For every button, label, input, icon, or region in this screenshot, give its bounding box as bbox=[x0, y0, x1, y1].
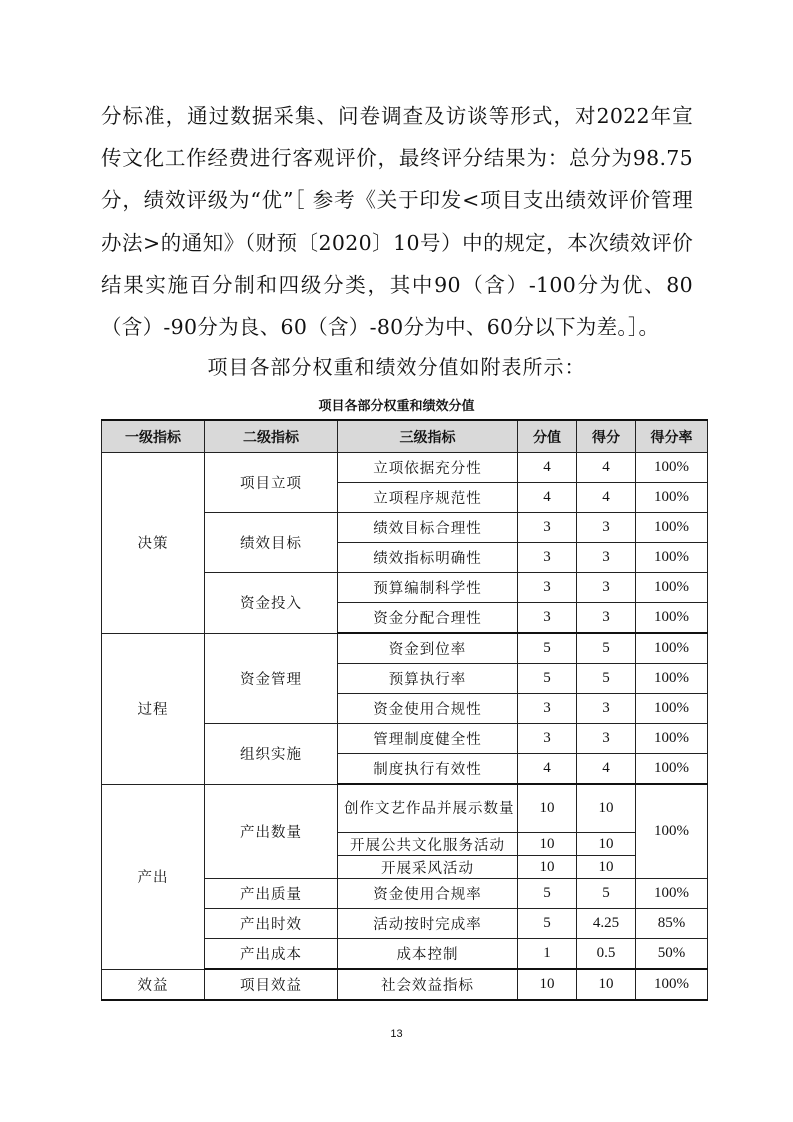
rate-cell: 100% bbox=[636, 969, 708, 1000]
score-cell: 10 bbox=[518, 969, 577, 1000]
level3-cell: 社会效益指标 bbox=[338, 969, 518, 1000]
score-cell: 4 bbox=[518, 453, 577, 483]
level3-cell: 绩效目标合理性 bbox=[338, 513, 518, 543]
body-paragraph: 分标准，通过数据采集、问卷调查及访谈等形式，对2022年宣传文化工作经费进行客观评价，最终评分结果为：总分为98.75分，绩效评级为“优”［ 参考《关于印发<项目支出绩效评价管理办法>的通知》（财预〔2020〕10号）中的规定，本次绩效评价结果实施百分制和四级分类，其中90（含）-100分为优、80（含）-90分为良、60（含）-80分为中、60分以下为差。］。 bbox=[101, 104, 693, 340]
got-cell: 5 bbox=[577, 664, 636, 694]
level2-cell: 组织实施 bbox=[205, 724, 338, 785]
score-cell: 5 bbox=[518, 909, 577, 939]
got-cell: 10 bbox=[577, 784, 636, 833]
rate-cell: 100% bbox=[636, 724, 708, 754]
score-cell: 3 bbox=[518, 694, 577, 724]
got-cell: 3 bbox=[577, 573, 636, 603]
rate-cell: 100% bbox=[636, 754, 708, 785]
level2-cell: 项目效益 bbox=[205, 969, 338, 1000]
level3-cell: 创作文艺作品并展示数量 bbox=[338, 784, 518, 833]
rate-cell: 100% bbox=[636, 664, 708, 694]
score-cell: 1 bbox=[518, 939, 577, 970]
level1-cell: 决策 bbox=[102, 453, 205, 634]
got-cell: 5 bbox=[577, 633, 636, 664]
got-cell: 3 bbox=[577, 694, 636, 724]
level3-cell: 活动按时完成率 bbox=[338, 909, 518, 939]
level2-cell: 产出时效 bbox=[205, 909, 338, 939]
score-cell: 4 bbox=[518, 754, 577, 785]
table-caption: 项目各部分权重和绩效分值 bbox=[318, 399, 475, 414]
level3-cell: 开展公共文化服务活动 bbox=[338, 833, 518, 856]
page-number: 13 bbox=[390, 1028, 403, 1040]
table-intro-text: 项目各部分权重和绩效分值如附表所示： bbox=[207, 355, 586, 379]
score-cell: 10 bbox=[518, 833, 577, 856]
rate-cell: 100% bbox=[636, 543, 708, 573]
level3-cell: 成本控制 bbox=[338, 939, 518, 970]
level3-cell: 开展采风活动 bbox=[338, 856, 518, 879]
level2-cell: 资金管理 bbox=[205, 633, 338, 724]
level3-cell: 资金分配合理性 bbox=[338, 603, 518, 634]
rate-cell: 85% bbox=[636, 909, 708, 939]
level3-cell: 管理制度健全性 bbox=[338, 724, 518, 754]
got-cell: 10 bbox=[577, 969, 636, 1000]
score-cell: 3 bbox=[518, 573, 577, 603]
header-level2: 二级指标 bbox=[205, 420, 338, 453]
got-cell: 3 bbox=[577, 724, 636, 754]
score-cell: 5 bbox=[518, 879, 577, 909]
level1-cell: 过程 bbox=[102, 633, 205, 784]
rate-cell: 100% bbox=[636, 603, 708, 634]
table-row bbox=[102, 784, 708, 833]
header-rate: 得分率 bbox=[636, 420, 708, 453]
got-cell: 4 bbox=[577, 754, 636, 785]
level3-cell: 资金使用合规率 bbox=[338, 879, 518, 909]
score-cell: 5 bbox=[518, 664, 577, 694]
score-cell: 4 bbox=[518, 483, 577, 513]
level3-cell: 预算执行率 bbox=[338, 664, 518, 694]
score-cell: 3 bbox=[518, 543, 577, 573]
got-cell: 4 bbox=[577, 483, 636, 513]
level2-cell: 产出质量 bbox=[205, 879, 338, 909]
score-cell: 3 bbox=[518, 724, 577, 754]
level2-cell: 产出数量 bbox=[205, 784, 338, 879]
score-cell: 3 bbox=[518, 603, 577, 634]
table-row bbox=[102, 453, 708, 483]
rate-cell: 100% bbox=[636, 573, 708, 603]
rate-cell: 100% bbox=[636, 633, 708, 664]
got-cell: 10 bbox=[577, 856, 636, 879]
score-table bbox=[101, 419, 708, 1001]
header-level1: 一级指标 bbox=[102, 420, 205, 453]
table-row bbox=[102, 633, 708, 664]
got-cell: 4.25 bbox=[577, 909, 636, 939]
header-score: 分值 bbox=[518, 420, 577, 453]
header-got: 得分 bbox=[577, 420, 636, 453]
got-cell: 0.5 bbox=[577, 939, 636, 970]
level2-cell: 资金投入 bbox=[205, 573, 338, 634]
table-header-row bbox=[102, 420, 708, 453]
level2-cell: 项目立项 bbox=[205, 453, 338, 513]
level2-cell: 产出成本 bbox=[205, 939, 338, 970]
rate-cell: 100% bbox=[636, 694, 708, 724]
score-cell: 5 bbox=[518, 633, 577, 664]
level3-cell: 立项程序规范性 bbox=[338, 483, 518, 513]
level3-cell: 资金使用合规性 bbox=[338, 694, 518, 724]
level3-cell: 立项依据充分性 bbox=[338, 453, 518, 483]
level3-cell: 预算编制科学性 bbox=[338, 573, 518, 603]
rate-cell: 100% bbox=[636, 784, 708, 879]
score-cell: 10 bbox=[518, 856, 577, 879]
level3-cell: 制度执行有效性 bbox=[338, 754, 518, 785]
got-cell: 3 bbox=[577, 513, 636, 543]
score-cell: 3 bbox=[518, 513, 577, 543]
level3-cell: 资金到位率 bbox=[338, 633, 518, 664]
got-cell: 3 bbox=[577, 543, 636, 573]
level2-cell: 绩效目标 bbox=[205, 513, 338, 573]
rate-cell: 100% bbox=[636, 879, 708, 909]
rate-cell: 100% bbox=[636, 483, 708, 513]
level3-cell: 绩效指标明确性 bbox=[338, 543, 518, 573]
got-cell: 10 bbox=[577, 833, 636, 856]
table-row bbox=[102, 969, 708, 1000]
got-cell: 4 bbox=[577, 453, 636, 483]
rate-cell: 100% bbox=[636, 453, 708, 483]
score-cell: 10 bbox=[518, 784, 577, 833]
got-cell: 5 bbox=[577, 879, 636, 909]
header-level3: 三级指标 bbox=[338, 420, 518, 453]
level1-cell: 产出 bbox=[102, 784, 205, 969]
got-cell: 3 bbox=[577, 603, 636, 634]
rate-cell: 100% bbox=[636, 513, 708, 543]
level1-cell: 效益 bbox=[102, 969, 205, 1000]
rate-cell: 50% bbox=[636, 939, 708, 970]
